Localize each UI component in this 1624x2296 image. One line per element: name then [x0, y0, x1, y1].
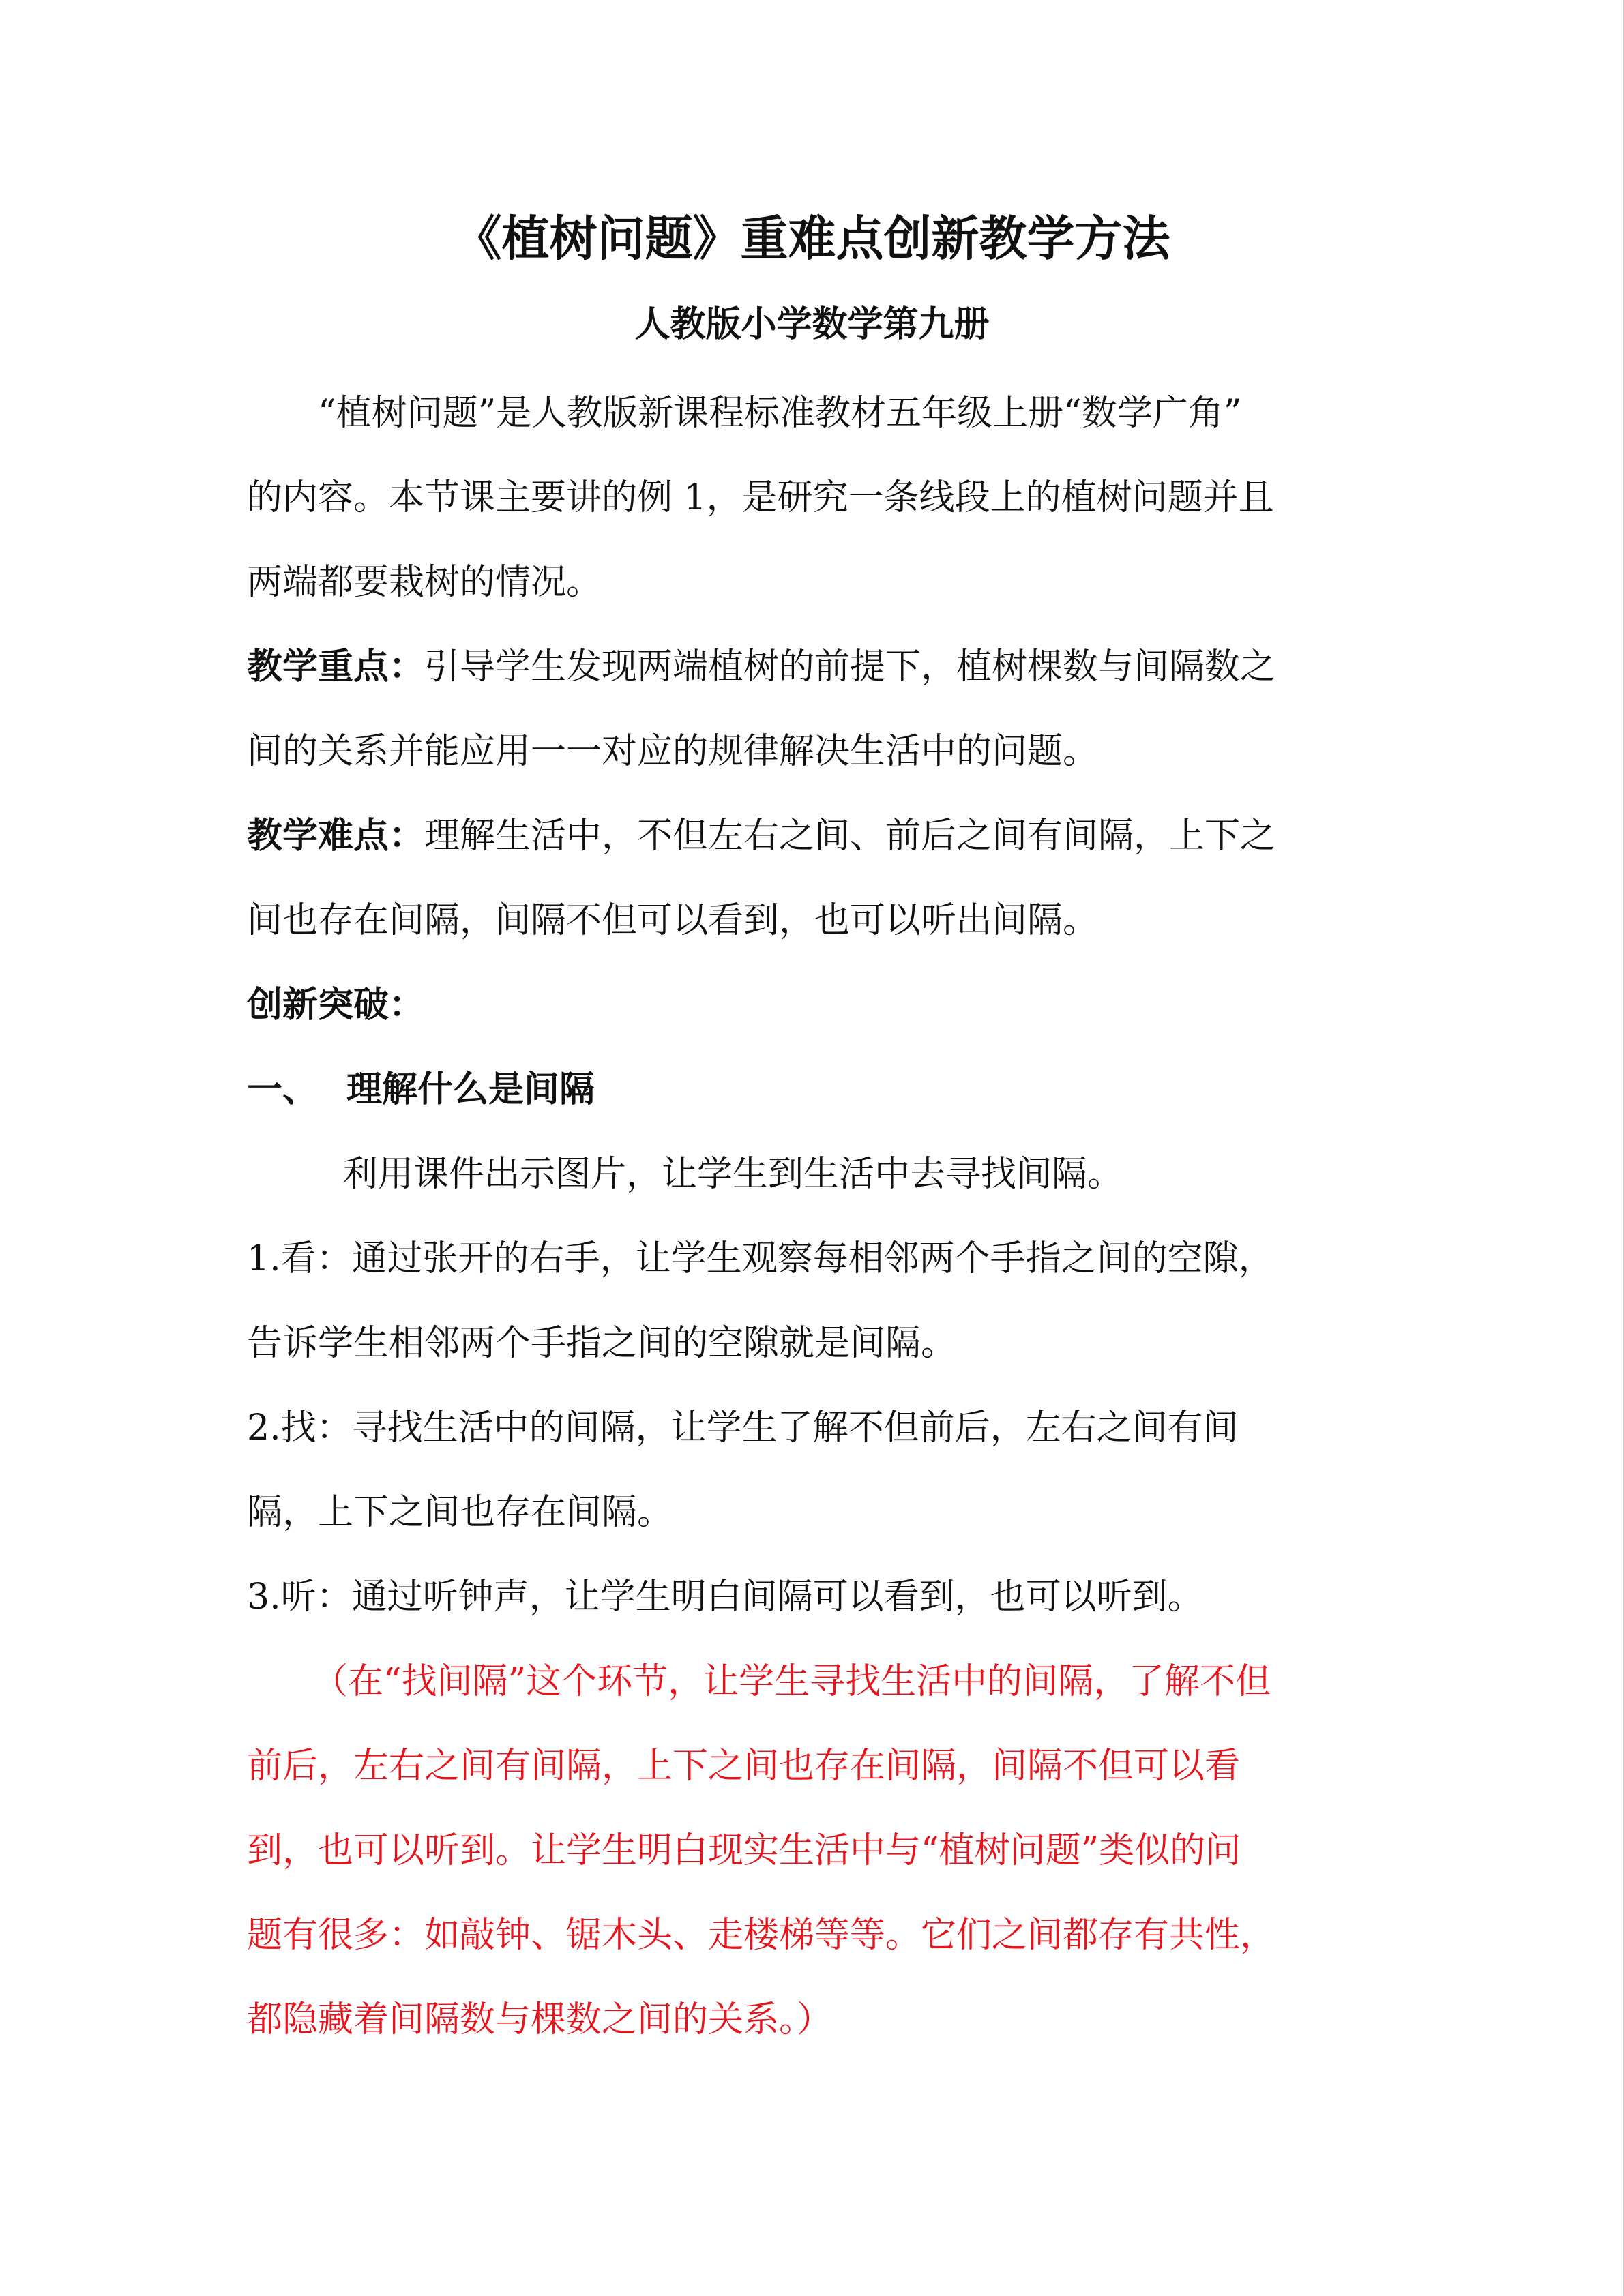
difficulty-line-1 [247, 809, 1275, 863]
teacher-note-line-3: 到，也可以听到。让学生明白现实生活中与“植树问题”类似的问 [247, 1830, 1241, 1871]
key-point-line-1 [247, 640, 1275, 694]
list-item-find-line-1: 2.找：寻找生活中的间隔，让学生了解不但前后，左右之间有间 [247, 1407, 1239, 1448]
list-item-find-line-2: 隔，上下之间也存在间隔。 [247, 1492, 673, 1533]
section-number: 一、 [247, 1069, 319, 1110]
section-heading [247, 1062, 595, 1117]
teacher-note-line-1: （在“找间隔”这个环节，让学生寻找生活中的间隔，了解不但 [312, 1661, 1271, 1702]
innovation-label: 创新突破： [247, 984, 425, 1026]
list-item-listen: 3.听：通过听钟声，让学生明白间隔可以看到，也可以听到。 [247, 1577, 1203, 1617]
document-title: 《植树问题》重难点创新教学方法 [454, 210, 1170, 267]
document-subtitle: 人教版小学数学第九册 [634, 303, 990, 345]
teacher-note-line-2: 前后，左右之间有间隔，上下之间也存在间隔，间隔不但可以看 [247, 1746, 1241, 1787]
difficulty-text: 理解生活中，不但左右之间、前后之间有间隔，上下之 [424, 816, 1276, 856]
difficulty-label: 教学难点： [247, 815, 425, 856]
key-point-line-2: 间的关系并能应用一一对应的规律解决生活中的问题。 [247, 731, 1099, 772]
intro-line-2: 的内容。本节课主要讲的例 1，是研究一条线段上的植树问题并且 [247, 477, 1274, 518]
intro-line-3: 两端都要栽树的情况。 [247, 562, 602, 603]
difficulty-line-2: 间也存在间隔，间隔不但可以看到，也可以听出间隔。 [247, 900, 1099, 941]
teacher-note-line-5: 都隐藏着间隔数与棵数之间的关系。） [247, 1999, 833, 2040]
key-point-label: 教学重点： [247, 646, 425, 687]
section-title: 理解什么是间隔 [346, 1069, 595, 1110]
key-point-text: 引导学生发现两端植树的前提下，植树棵数与间隔数之 [424, 646, 1276, 687]
list-item-look-line-1: 1.看：通过张开的右手，让学生观察每相邻两个手指之间的空隙， [247, 1238, 1274, 1279]
intro-line-1: “植树问题”是人教版新课程标准教材五年级上册“数学广角” [318, 393, 1242, 434]
section-intro: 利用课件出示图片，让学生到生活中去寻找间隔。 [342, 1154, 1123, 1195]
teacher-note-line-4: 题有很多：如敲钟、锯木头、走楼梯等等。它们之间都存有共性， [247, 1915, 1276, 1956]
list-item-look-line-2: 告诉学生相邻两个手指之间的空隙就是间隔。 [247, 1323, 957, 1364]
